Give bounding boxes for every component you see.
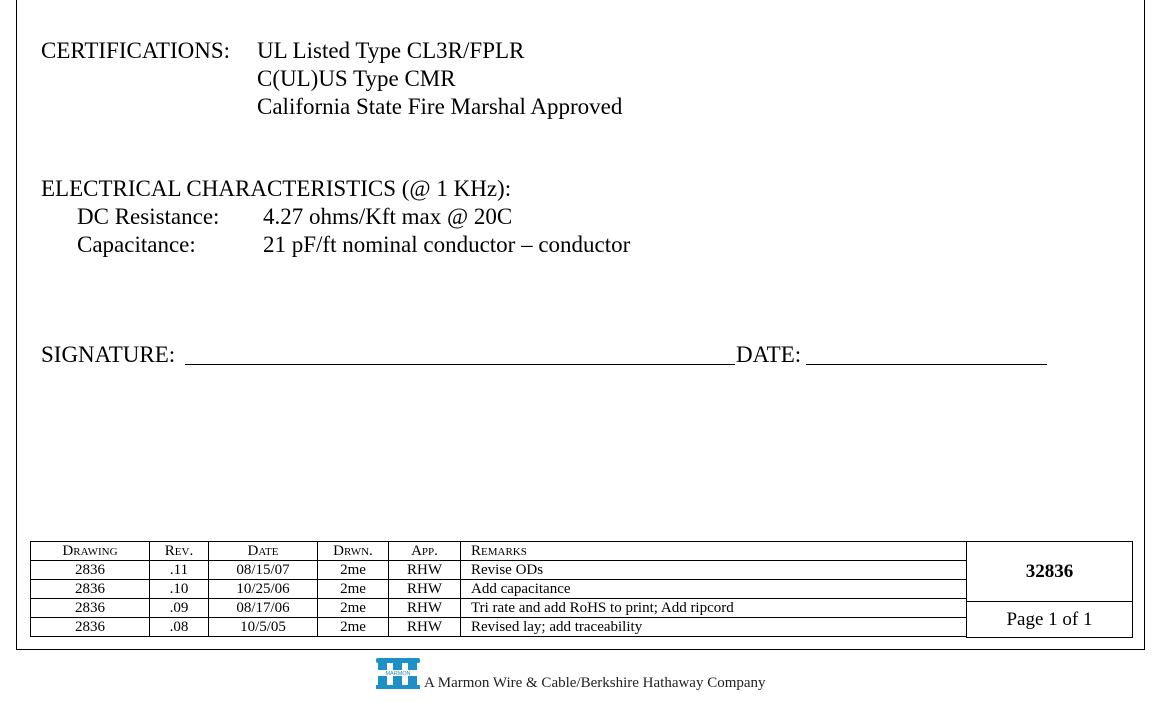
cell-remarks: Revise ODs [461,561,967,580]
header-date: Date [209,542,318,561]
cell-app: RHW [389,618,461,637]
table-row [31,599,967,618]
cell-drawn: 2me [318,561,389,580]
cell-rev: .11 [150,561,209,580]
cell-app: RHW [389,580,461,599]
electrical-heading: ELECTRICAL CHARACTERISTICS (@ 1 KHz): [41,176,512,201]
header-rev: Rev. [150,542,209,561]
date-label: DATE: [736,342,802,367]
date-line[interactable] [806,364,1047,365]
cell-remarks: Revised lay; add traceability [461,618,967,637]
cell-drawing: 2836 [31,618,150,637]
cell-drawn: 2me [318,599,389,618]
cell-drawn: 2me [318,618,389,637]
cell-remarks: Tri rate and add RoHS to print; Add ripcord [461,599,967,618]
revision-table [30,541,967,637]
table-row [31,618,967,637]
logo-text: MARMON [385,671,411,677]
page-number: Page 1 of 1 [1006,609,1093,630]
cell-drawing: 2836 [31,599,150,618]
dc-resistance-value: 4.27 ohms/Kft max @ 20C [263,204,513,229]
cell-date: 08/15/07 [209,561,318,580]
table-row [31,580,967,599]
certification-ul: UL Listed Type CL3R/FPLR [257,38,525,63]
cell-drawing: 2836 [31,561,150,580]
cell-app: RHW [389,599,461,618]
revision-header-row [31,542,967,561]
cell-date: 10/5/05 [209,618,318,637]
certification-cul: C(UL)US Type CMR [257,66,456,91]
capacitance-value: 21 pF/ft nominal conductor – conductor [263,232,631,257]
signature-line[interactable] [185,364,735,365]
title-block [966,541,1133,638]
cell-date: 10/25/06 [209,580,318,599]
capacitance-label: Capacitance: [77,232,196,257]
cell-app: RHW [389,561,461,580]
cell-rev: .08 [150,618,209,637]
cell-drawn: 2me [318,580,389,599]
drawing-number: 32836 [967,542,1132,602]
cell-rev: .10 [150,580,209,599]
header-drawing: Drawing [31,542,150,561]
signature-label: SIGNATURE: [41,342,176,367]
cell-remarks: Add capacitance [461,580,967,599]
header-app: App. [389,542,461,561]
cell-drawing: 2836 [31,580,150,599]
certification-csfm: California State Fire Marshal Approved [257,94,623,119]
table-row [31,561,967,580]
company-tagline: A Marmon Wire & Cable/Berkshire Hathaway Company [424,675,766,691]
header-remarks: Remarks [461,542,967,561]
certifications-label: CERTIFICATIONS: [41,38,231,63]
header-drawn: Drwn. [318,542,389,561]
cell-date: 08/17/06 [209,599,318,618]
dc-resistance-label: DC Resistance: [77,204,220,229]
cell-rev: .09 [150,599,209,618]
marmon-logo-icon [375,655,421,691]
